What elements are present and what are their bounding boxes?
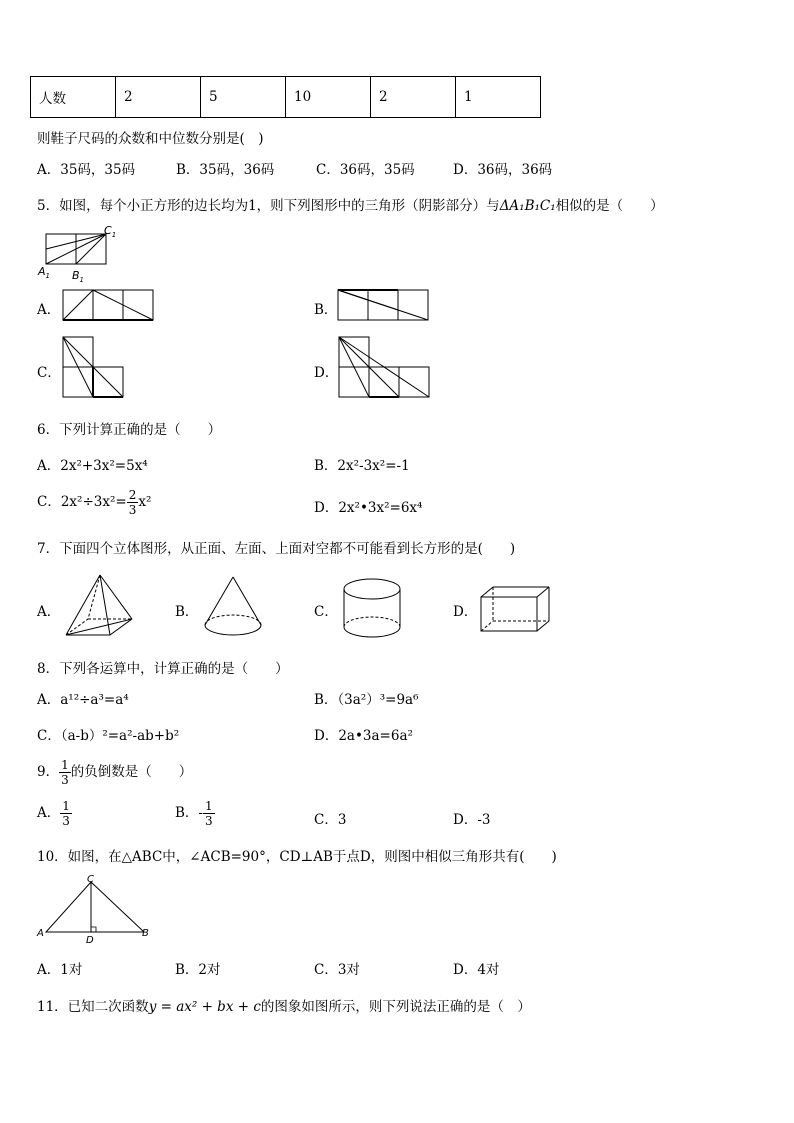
q5-option-b-label[interactable]: B． <box>314 302 338 318</box>
q5-option-b-figure[interactable] <box>338 290 430 322</box>
q10-option-a[interactable]: A．1对 <box>37 962 83 978</box>
q10-stem: 10．如图，在△ABC中，∠ACB=90°，CD⊥AB于点D，则图中相似三角形共有( ) <box>37 849 557 865</box>
label-c1: $C_1$ <box>104 224 117 239</box>
q10-option-c[interactable]: C．3对 <box>314 962 360 978</box>
q6-option-c-pre: C．2x²÷3x²= <box>37 494 127 510</box>
q5-stem-triangle: ΔA₁B₁C₁ <box>499 198 556 214</box>
q5-option-c-figure[interactable] <box>63 337 125 399</box>
table-cell-header: 人数 <box>31 77 116 118</box>
q10-option-d[interactable]: D．4对 <box>453 962 500 978</box>
q9-option-d[interactable]: D．-3 <box>453 812 491 828</box>
q9-option-b[interactable]: B．- $\frac{1}{3}$ <box>175 799 213 828</box>
q5-stem-pre: 5．如图，每个小正方形的边长均为1，则下列图形中的三角形（阴影部分）与 <box>37 198 500 214</box>
fraction: $\frac{2}{3}$ <box>128 488 137 517</box>
q5-stem-post: 相似的是（ ） <box>555 198 664 214</box>
q4-stem: 则鞋子尺码的众数和中位数分别是( ) <box>37 131 264 147</box>
cylinder-icon[interactable] <box>342 577 404 641</box>
label-d: D <box>86 935 94 946</box>
pyramid-icon[interactable] <box>64 573 134 637</box>
q4-option-c[interactable]: C．36码，35码 <box>316 162 415 178</box>
q6-option-c[interactable] <box>37 488 151 517</box>
q6-option-b[interactable]: B．2x²-3x²=-1 <box>314 458 410 474</box>
q7-option-c-label[interactable]: C． <box>314 604 338 620</box>
q10-triangle-figure <box>36 872 156 944</box>
q7-stem: 7．下面四个立体图形，从正面、左面、上面对空都不可能看到长方形的是( ) <box>37 541 516 557</box>
label-a1: $A_1$ <box>38 265 50 280</box>
q5-option-a-label[interactable]: A． <box>37 302 61 318</box>
q9-option-a[interactable]: A． $\frac{1}{3}$ <box>37 799 70 828</box>
q9-stem: 9． $\frac{1}{3}$ 的负倒数是（ ） <box>37 758 193 787</box>
fraction: $\frac{1}{3}$ <box>61 758 69 787</box>
q5-option-d-figure[interactable] <box>339 337 431 399</box>
q5-stem <box>37 194 664 214</box>
q6-option-d[interactable]: D．2x²•3x²=6x⁴ <box>314 500 423 516</box>
q8-stem: 8．下列各运算中，计算正确的是（ ） <box>37 661 289 677</box>
q8-option-d[interactable]: D．2a•3a=6a² <box>314 728 413 744</box>
q7-option-d-label[interactable]: D． <box>453 604 478 620</box>
q6-stem: 6．下列计算正确的是（ ） <box>37 422 222 438</box>
table-cell: 1 <box>456 77 541 118</box>
q7-option-b-label[interactable]: B． <box>175 604 199 620</box>
q5-option-d-label[interactable]: D． <box>314 365 339 381</box>
label-a: A <box>37 928 44 939</box>
q6-option-a[interactable]: A．2x²+3x²=5x⁴ <box>37 458 148 474</box>
q6-option-c-post: x² <box>138 494 152 510</box>
table-cell: 10 <box>286 77 371 118</box>
q4-option-d[interactable]: D．36码，36码 <box>453 162 553 178</box>
label-c: C <box>87 874 94 885</box>
fraction: $\frac{1}{3}$ <box>204 799 213 828</box>
q10-option-b[interactable]: B．2对 <box>175 962 221 978</box>
q7-option-a-label[interactable]: A． <box>37 604 61 620</box>
shoe-size-table <box>30 76 541 118</box>
q8-option-c[interactable]: C．（a-b）²=a²-ab+b² <box>37 728 180 744</box>
cone-icon[interactable] <box>203 575 265 639</box>
fraction: $\frac{1}{3}$ <box>62 799 70 828</box>
cuboid-icon[interactable] <box>479 585 551 633</box>
table-cell: 5 <box>201 77 286 118</box>
q11-formula: y = ax² + bx + c <box>148 999 261 1015</box>
q11-stem: 11．已知二次函数y = ax² + bx + c的图象如图所示，则下列说法正确的是（ ） <box>37 999 531 1015</box>
q5-reference-figure <box>38 224 120 284</box>
q4-option-a[interactable]: A．35码，35码 <box>37 162 136 178</box>
table-cell: 2 <box>116 77 201 118</box>
q5-option-c-label[interactable]: C． <box>37 365 61 381</box>
q8-option-a[interactable]: A．a¹²÷a³=a⁴ <box>37 692 129 708</box>
q4-option-b[interactable]: B．35码，36码 <box>176 162 275 178</box>
table-cell: 2 <box>371 77 456 118</box>
q9-option-c[interactable]: C．3 <box>314 812 347 828</box>
q8-option-b[interactable]: B．（3a²）³=9a⁶ <box>314 692 419 708</box>
label-b: B <box>142 928 149 939</box>
label-b1: $B_1$ <box>72 269 85 284</box>
table-row <box>31 77 541 118</box>
q5-option-a-figure[interactable] <box>63 290 155 322</box>
